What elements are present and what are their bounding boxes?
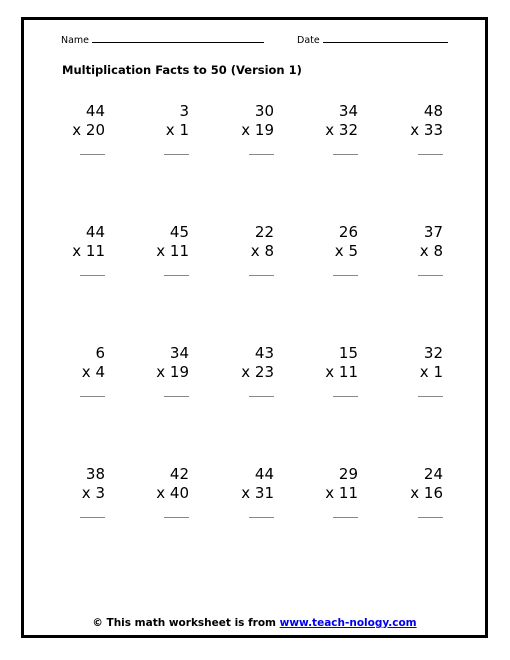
multiplicand: 43 bbox=[254, 344, 274, 362]
problem-4-3 bbox=[204, 465, 274, 503]
answer-line[interactable] bbox=[164, 154, 189, 155]
answer-line[interactable] bbox=[249, 396, 274, 397]
multiplicand: 26 bbox=[338, 223, 358, 241]
problem-4-2 bbox=[119, 465, 189, 503]
answer-line[interactable] bbox=[333, 154, 358, 155]
answer-line[interactable] bbox=[164, 396, 189, 397]
multiplier: x 20 bbox=[72, 121, 105, 139]
multiplier: x 1 bbox=[165, 121, 189, 139]
name-line bbox=[92, 33, 264, 43]
problem-2-5 bbox=[373, 223, 443, 261]
problem-3-4 bbox=[288, 344, 358, 382]
problem-1-1 bbox=[35, 102, 105, 140]
multiplicand: 48 bbox=[423, 102, 443, 120]
problem-3-5 bbox=[373, 344, 443, 382]
multiplier: x 4 bbox=[81, 363, 105, 381]
problem-4-5 bbox=[373, 465, 443, 503]
problem-1-3 bbox=[204, 102, 274, 140]
worksheet-title: Multiplication Facts to 50 (Version 1) bbox=[62, 63, 302, 77]
multiplier: x 19 bbox=[156, 363, 189, 381]
problem-2-3 bbox=[204, 223, 274, 261]
problem-2-4 bbox=[288, 223, 358, 261]
problem-4-1 bbox=[35, 465, 105, 503]
multiplicand: 45 bbox=[169, 223, 189, 241]
multiplier: x 19 bbox=[241, 121, 274, 139]
answer-line[interactable] bbox=[418, 517, 443, 518]
multiplicand: 42 bbox=[169, 465, 189, 483]
answer-line[interactable] bbox=[418, 396, 443, 397]
answer-line[interactable] bbox=[164, 275, 189, 276]
answer-line[interactable] bbox=[80, 517, 105, 518]
multiplicand: 6 bbox=[95, 344, 105, 362]
date-field[interactable] bbox=[297, 33, 448, 46]
multiplicand: 15 bbox=[338, 344, 358, 362]
problem-1-2 bbox=[119, 102, 189, 140]
answer-line[interactable] bbox=[80, 154, 105, 155]
footer bbox=[24, 617, 485, 629]
answer-line[interactable] bbox=[249, 275, 274, 276]
worksheet-frame bbox=[21, 17, 488, 638]
answer-line[interactable] bbox=[418, 275, 443, 276]
answer-line[interactable] bbox=[418, 154, 443, 155]
problem-3-3 bbox=[204, 344, 274, 382]
problem-2-1 bbox=[35, 223, 105, 261]
multiplier: x 8 bbox=[419, 242, 443, 260]
name-field[interactable] bbox=[61, 33, 264, 46]
answer-line[interactable] bbox=[333, 396, 358, 397]
multiplier: x 16 bbox=[410, 484, 443, 502]
answer-line[interactable] bbox=[249, 154, 274, 155]
multiplicand: 37 bbox=[423, 223, 443, 241]
multiplier: x 23 bbox=[241, 363, 274, 381]
multiplicand: 44 bbox=[85, 223, 105, 241]
problem-2-2 bbox=[119, 223, 189, 261]
multiplier: x 1 bbox=[419, 363, 443, 381]
answer-line[interactable] bbox=[333, 275, 358, 276]
problem-3-1 bbox=[35, 344, 105, 382]
multiplier: x 31 bbox=[241, 484, 274, 502]
problem-1-4 bbox=[288, 102, 358, 140]
answer-line[interactable] bbox=[80, 275, 105, 276]
answer-line[interactable] bbox=[333, 517, 358, 518]
problem-1-5 bbox=[373, 102, 443, 140]
multiplier: x 11 bbox=[156, 242, 189, 260]
multiplicand: 44 bbox=[254, 465, 274, 483]
multiplicand: 22 bbox=[254, 223, 274, 241]
footer-link[interactable]: www.teach-nology.com bbox=[279, 617, 417, 629]
multiplier: x 8 bbox=[250, 242, 274, 260]
multiplicand: 3 bbox=[179, 102, 189, 120]
name-label: Name bbox=[61, 35, 90, 46]
multiplier: x 33 bbox=[410, 121, 443, 139]
multiplicand: 34 bbox=[169, 344, 189, 362]
date-line bbox=[323, 33, 448, 43]
multiplicand: 29 bbox=[338, 465, 358, 483]
multiplier: x 11 bbox=[72, 242, 105, 260]
answer-line[interactable] bbox=[249, 517, 274, 518]
multiplicand: 38 bbox=[85, 465, 105, 483]
multiplier: x 3 bbox=[81, 484, 105, 502]
date-label: Date bbox=[297, 35, 320, 46]
multiplicand: 44 bbox=[85, 102, 105, 120]
multiplier: x 40 bbox=[156, 484, 189, 502]
multiplicand: 30 bbox=[254, 102, 274, 120]
multiplier: x 32 bbox=[325, 121, 358, 139]
multiplicand: 32 bbox=[423, 344, 443, 362]
answer-line[interactable] bbox=[164, 517, 189, 518]
problem-3-2 bbox=[119, 344, 189, 382]
multiplier: x 11 bbox=[325, 363, 358, 381]
multiplier: x 5 bbox=[334, 242, 358, 260]
multiplicand: 24 bbox=[423, 465, 443, 483]
answer-line[interactable] bbox=[80, 396, 105, 397]
multiplicand: 34 bbox=[338, 102, 358, 120]
multiplier: x 11 bbox=[325, 484, 358, 502]
footer-text: © This math worksheet is from bbox=[92, 617, 280, 629]
problem-4-4 bbox=[288, 465, 358, 503]
